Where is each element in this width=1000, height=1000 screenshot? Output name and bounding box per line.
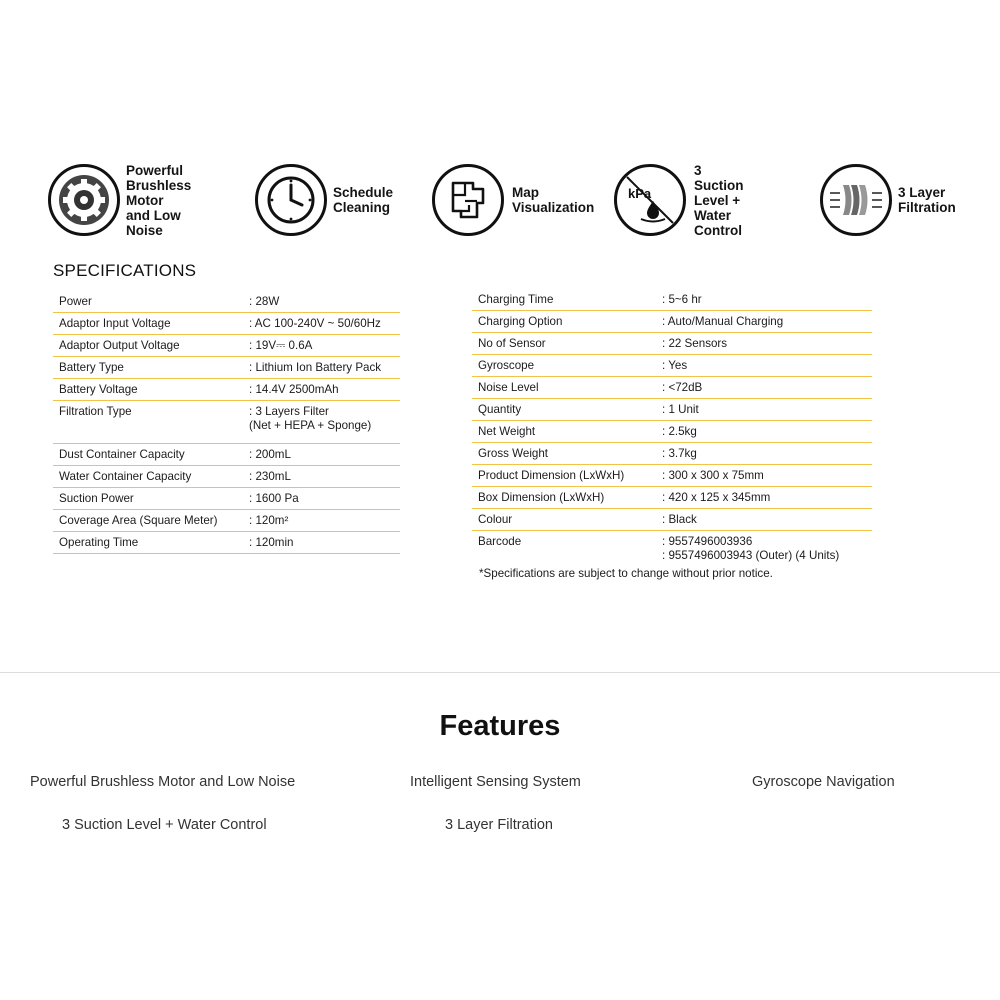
spec-key: Adaptor Input Voltage bbox=[59, 317, 171, 330]
table-row bbox=[53, 335, 400, 357]
feature-item: Intelligent Sensing System bbox=[410, 774, 581, 790]
spec-key: Product Dimension (LxWxH) bbox=[478, 469, 625, 482]
feature-item: 3 Suction Level + Water Control bbox=[62, 817, 267, 833]
table-row bbox=[53, 466, 400, 488]
table-row bbox=[53, 401, 400, 444]
spec-key: Noise Level bbox=[478, 381, 539, 394]
spec-key: Battery Type bbox=[59, 361, 124, 374]
spec-key: Colour bbox=[478, 513, 513, 526]
table-row bbox=[53, 444, 400, 466]
spec-key: Charging Time bbox=[478, 293, 554, 306]
table-row bbox=[53, 291, 400, 313]
table-row bbox=[472, 399, 872, 421]
specifications-title: SPECIFICATIONS bbox=[53, 261, 197, 280]
table-row bbox=[53, 488, 400, 510]
spec-key: Filtration Type bbox=[59, 405, 132, 418]
spec-value: : 3.7kg bbox=[662, 447, 697, 460]
feature-icon-label: Schedule Cleaning bbox=[333, 185, 394, 215]
spec-value: : 1600 Pa bbox=[249, 492, 299, 505]
feature-item: Gyroscope Navigation bbox=[752, 774, 895, 790]
table-row bbox=[472, 333, 872, 355]
table-row bbox=[53, 357, 400, 379]
floor-map-icon bbox=[432, 164, 504, 236]
spec-key: Battery Voltage bbox=[59, 383, 138, 396]
spec-key: Operating Time bbox=[59, 536, 139, 549]
feature-icon-label: 3 Suction Level + Water Control bbox=[694, 162, 744, 238]
table-row bbox=[53, 313, 400, 335]
kpa-icon-text: kPa bbox=[628, 186, 652, 201]
spec-key: Box Dimension (LxWxH) bbox=[478, 491, 605, 504]
feature-icon-row bbox=[0, 0, 1000, 240]
spec-value: : 200mL bbox=[249, 448, 291, 461]
spec-value: : Auto/Manual Charging bbox=[662, 315, 784, 328]
spec-table-left bbox=[53, 291, 400, 554]
spec-value: : <72dB bbox=[662, 381, 703, 394]
spec-value: : 1 Unit bbox=[662, 403, 699, 416]
spec-value: : 9557496003936 : 9557496003943 (Outer) (4 Units) bbox=[662, 535, 840, 562]
spec-value: : 14.4V 2500mAh bbox=[249, 383, 339, 396]
table-row bbox=[472, 509, 872, 531]
spec-value: : Yes bbox=[662, 359, 688, 372]
spec-value: : 28W bbox=[249, 295, 280, 308]
spec-key: Charging Option bbox=[478, 315, 563, 328]
spec-value: : 5~6 hr bbox=[662, 293, 702, 306]
spec-table-right bbox=[472, 289, 872, 567]
table-row bbox=[472, 311, 872, 333]
table-row bbox=[53, 379, 400, 401]
spec-key: Dust Container Capacity bbox=[59, 448, 185, 461]
spec-value: : 2.5kg bbox=[662, 425, 697, 438]
spec-value: : 120min bbox=[249, 536, 294, 549]
feature-icon-label: Map Visualization bbox=[512, 185, 595, 215]
section-divider bbox=[0, 672, 1000, 673]
table-row bbox=[53, 532, 400, 554]
spec-value: : Lithium Ion Battery Pack bbox=[249, 361, 382, 374]
table-row bbox=[472, 289, 872, 311]
spec-key: Suction Power bbox=[59, 492, 134, 505]
clock-icon bbox=[255, 164, 327, 236]
spec-key: Gross Weight bbox=[478, 447, 549, 460]
table-row bbox=[472, 531, 872, 567]
spec-value: : 3 Layers Filter (Net + HEPA + Sponge) bbox=[249, 405, 372, 432]
spec-value: : 300 x 300 x 75mm bbox=[662, 469, 764, 482]
spec-key: No of Sensor bbox=[478, 337, 546, 350]
spec-key: Water Container Capacity bbox=[59, 470, 192, 483]
feature-icon-label: 3 Layer Filtration bbox=[898, 185, 956, 215]
kpa-water-drop-icon bbox=[614, 164, 686, 236]
spec-key: Gyroscope bbox=[478, 359, 535, 372]
spec-key: Barcode bbox=[478, 535, 522, 548]
spec-value: : AC 100-240V ~ 50/60Hz bbox=[249, 317, 381, 330]
feature-item: Powerful Brushless Motor and Low Noise bbox=[30, 774, 296, 790]
spec-value: : 420 x 125 x 345mm bbox=[662, 491, 771, 504]
filter-layers-icon bbox=[820, 164, 892, 236]
spec-value: : Black bbox=[662, 513, 697, 526]
spec-value: : 230mL bbox=[249, 470, 291, 483]
spec-key: Coverage Area (Square Meter) bbox=[59, 514, 218, 527]
table-row bbox=[472, 465, 872, 487]
feature-item: 3 Layer Filtration bbox=[445, 817, 553, 833]
spec-key: Adaptor Output Voltage bbox=[59, 339, 180, 352]
spec-value: : 22 Sensors bbox=[662, 337, 728, 350]
table-row bbox=[472, 443, 872, 465]
spec-disclaimer-note: *Specifications are subject to change without prior notice. bbox=[479, 567, 773, 580]
spec-value: : 19V⎓ 0.6A bbox=[249, 339, 313, 352]
spec-value: : 120m² bbox=[249, 514, 289, 527]
table-row bbox=[472, 421, 872, 443]
table-row bbox=[472, 355, 872, 377]
table-row bbox=[472, 377, 872, 399]
spec-key: Quantity bbox=[478, 403, 522, 416]
table-row bbox=[53, 510, 400, 532]
features-title: Features bbox=[439, 710, 561, 742]
motor-gear-icon bbox=[48, 164, 120, 236]
table-row bbox=[472, 487, 872, 509]
feature-icon-label: Powerful Brushless Motor and Low Noise bbox=[126, 162, 192, 238]
spec-key: Net Weight bbox=[478, 425, 536, 438]
spec-key: Power bbox=[59, 295, 92, 308]
